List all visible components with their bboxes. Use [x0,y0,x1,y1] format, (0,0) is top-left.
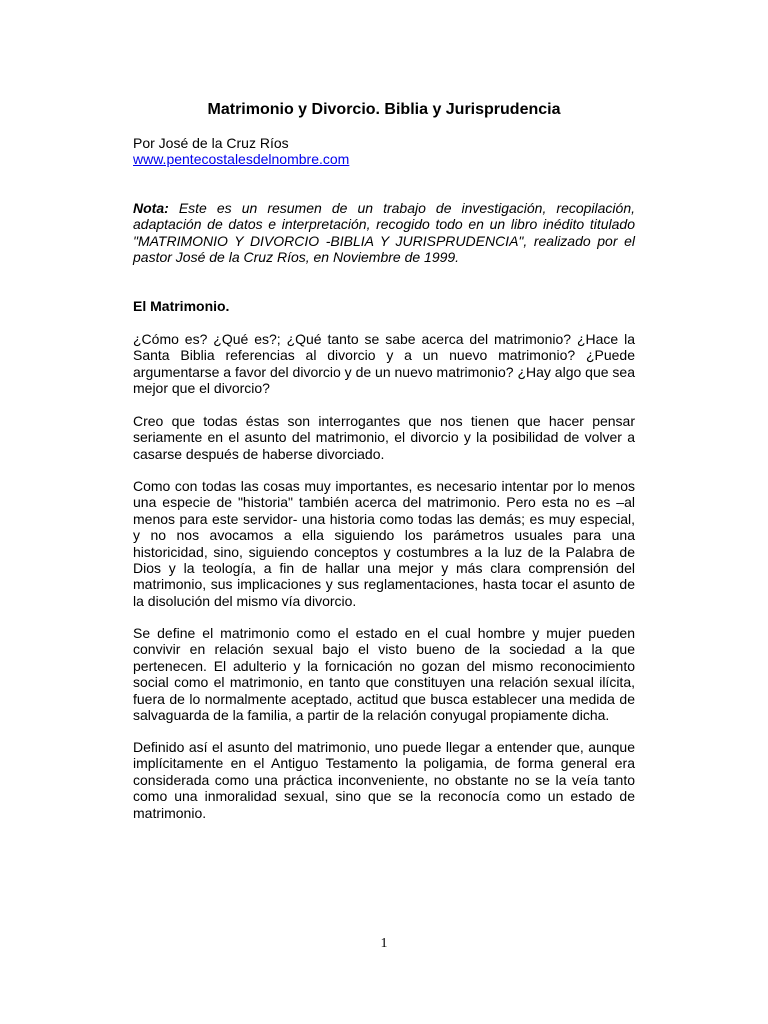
document-page [133,0,635,1024]
body-paragraph-3: Como con todas las cosas muy importantes, es necesario intentar por lo menos una especie de "historia" también acerca del matrimonio. Pero esta no es –al menos para este servidor- una historia como todas las demás; es muy especial, y no nos avocamos a ella siguiendo los parámetros usuales para una historicidad, sino, siguiendo conceptos y costumbres a la luz de la Palabra de Dios y la teología, a fin de hallar una mejor y más clara comprensión del matrimonio, sus implicaciones y sus reglamentaciones, hasta tocar el asunto de la disolución del mismo vía divorcio. [133,478,635,609]
website-link[interactable]: www.pentecostalesdelnombre.com [133,151,350,167]
page-number: 1 [380,936,388,951]
body-paragraph-1: ¿Cómo es? ¿Qué es?; ¿Qué tanto se sabe acerca del matrimonio? ¿Hace la Santa Biblia referencias al divorcio y a un nuevo matrimonio? ¿Puede argumentarse a favor del divorcio y de un nuevo matrimonio? ¿Hay algo que sea mejor que el divorcio? [133,331,635,397]
section-heading: El Matrimonio. [133,298,230,314]
note-paragraph [133,200,635,266]
body-paragraph-2: Creo que todas éstas son interrogantes que nos tienen que hacer pensar seriamente en el asunto del matrimonio, el divorcio y la posibilidad de volver a casarse después de haberse divorciado. [133,413,635,462]
author-line: Por José de la Cruz Ríos [133,135,289,151]
body-paragraph-4: Se define el matrimonio como el estado en el cual hombre y mujer pueden convivir en relación sexual bajo el visto bueno de la sociedad a la que pertenecen. El adulterio y la fornicación no gozan del mismo reconocimiento social como el matrimonio, en tanto que constituyen una relación sexual ilícita, fuera de lo normalmente aceptado, actitud que busca establecer una medida de salvaguarda de la familia, a partir de la relación conyugal propiamente dicha. [133,625,635,724]
note-label: Nota: [133,200,169,216]
note-text: Este es un resumen de un trabajo de investigación, recopilación, adaptación de datos e interpretación, recogido todo en un libro inédito titulado "MATRIMONIO Y DIVORCIO -BIBLIA Y JURISPRUDENCIA", realizado por el pastor José de la Cruz Ríos, en Noviembre de 1999. [133,200,635,266]
body-paragraph-5: Definido así el asunto del matrimonio, uno puede llegar a entender que, aunque implícitamente en el Antiguo Testamento la poligamia, de forma general era considerada como una práctica inconveniente, no obstante no se la veía tanto como una inmoralidad sexual, sino que se la reconocía como un estado de matrimonio. [133,739,635,821]
document-title: Matrimonio y Divorcio. Biblia y Jurisprudencia [207,101,561,118]
